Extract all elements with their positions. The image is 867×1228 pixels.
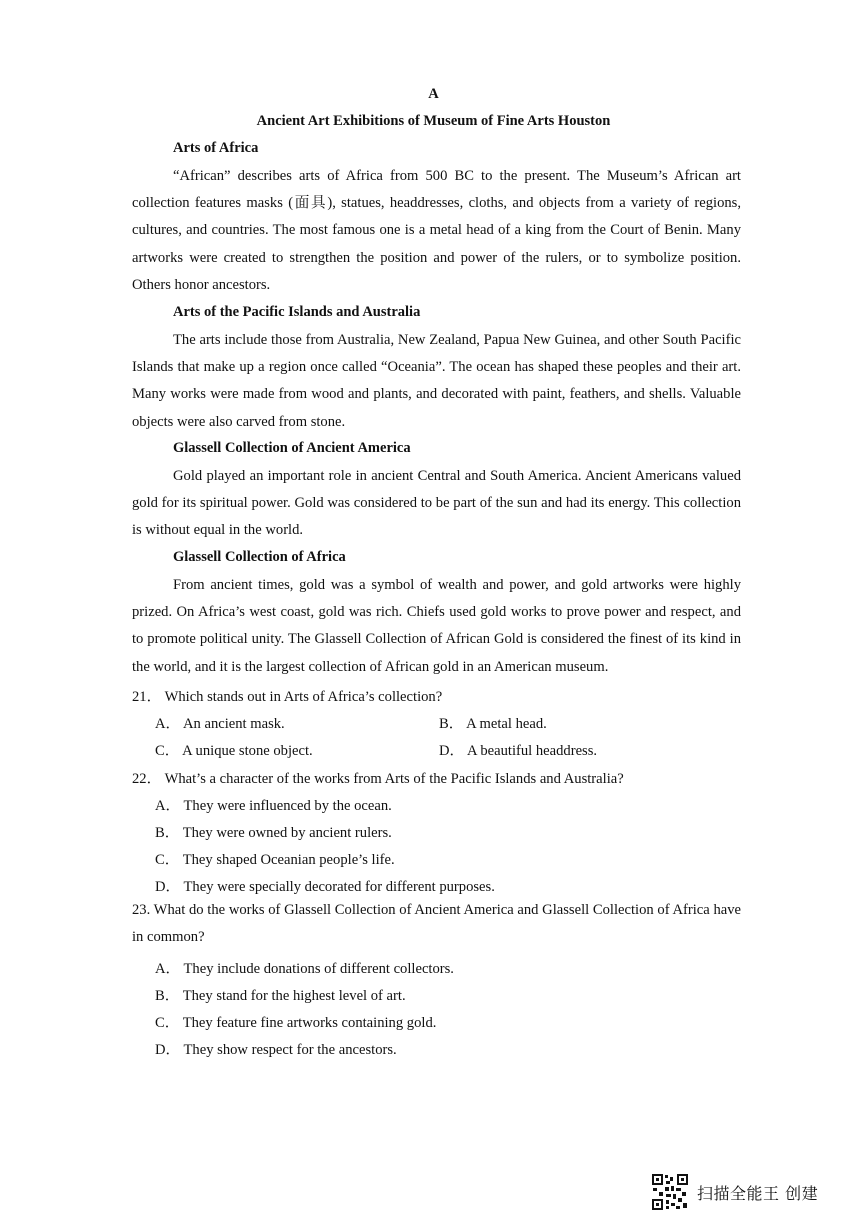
answer-option: A． They were influenced by the ocean. <box>155 798 392 814</box>
section-paragraph: “African” describes arts of Africa from 500 BC to the present. The Museum’s African art collection features masks (面具), statues, headdresses, cloths, and objects from a variety of regions, cultures, and countries. The most famous one is a metal head of a king from the Court of Benin. Many artworks were created to strengthen the position and power of the rulers, or to symbolize position. Others honor ancestors. <box>132 168 741 293</box>
answer-option: B． A metal head. <box>439 716 547 732</box>
answer-option: B． They were owned by ancient rulers. <box>155 825 392 841</box>
section-heading: Glassell Collection of Africa <box>173 549 346 565</box>
section-heading: Arts of Africa <box>173 140 259 156</box>
section-heading: Glassell Collection of Ancient America <box>173 440 411 456</box>
section-paragraph: The arts include those from Australia, New Zealand, Papua New Guinea, and other South Pacific Islands that make up a region once called “Oceania”. The ocean has shaped these peoples and their art. Many works were made from wood and plants, and decorated with paint, feathers, and shells. Valuable objects were also carved from stone. <box>132 332 741 430</box>
section-heading: Arts of the Pacific Islands and Australia <box>173 304 421 320</box>
watermark-text: 扫描全能王 创建 <box>697 1183 819 1203</box>
scanner-watermark <box>651 1172 818 1212</box>
passage-title: Ancient Art Exhibitions of Museum of Fine Arts Houston <box>256 113 611 129</box>
answer-option: C． They shaped Oceanian people’s life. <box>155 852 395 868</box>
section-paragraph: From ancient times, gold was a symbol of wealth and power, and gold artworks were highly prized. On Africa’s west coast, gold was rich. Chiefs used gold works to prove power and respect, and to promote political unity. The Glassell Collection of African Gold is considered the finest of its kind in the world, and it is the largest collection of African gold in an American museum. <box>132 577 741 675</box>
answer-option: D． A beautiful headdress. <box>439 743 598 759</box>
answer-option: C． A unique stone object. <box>155 743 313 759</box>
answer-option: C． They feature fine artworks containing gold. <box>155 1015 437 1031</box>
answer-option: A． They include donations of different collectors. <box>155 961 454 977</box>
qr-code-icon <box>651 1173 689 1211</box>
section-paragraph: Gold played an important role in ancient Central and South America. Ancient Americans valued gold for its spiritual power. Gold was considered to be part of the sun and had its energy. This collection is without equal in the world. <box>132 468 741 539</box>
answer-option: D． They show respect for the ancestors. <box>155 1042 397 1058</box>
answer-option: D． They were specially decorated for different purposes. <box>155 879 495 895</box>
question-stem: 23. What do the works of Glassell Collection of Ancient America and Glassell Collection of Africa have in common? <box>132 902 741 946</box>
passage-letter: A <box>428 86 439 102</box>
question-stem: 21． Which stands out in Arts of Africa’s collection? <box>132 689 443 705</box>
answer-option: B． They stand for the highest level of art. <box>155 988 406 1004</box>
question-stem: 22． What’s a character of the works from Arts of the Pacific Islands and Australia? <box>132 771 624 787</box>
answer-option: A． An ancient mask. <box>155 716 285 732</box>
